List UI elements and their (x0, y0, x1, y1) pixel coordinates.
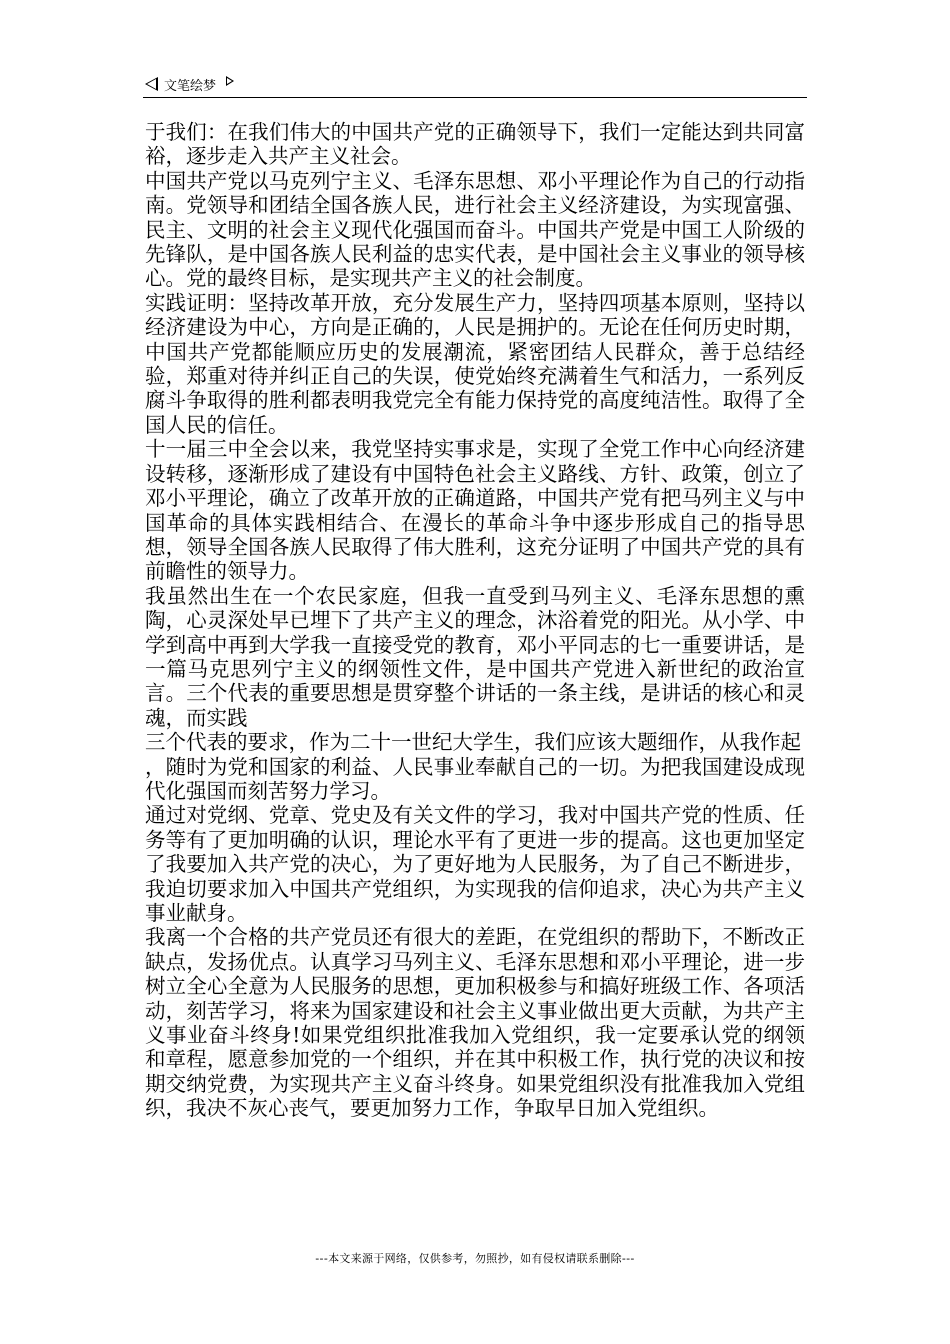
header-rule (143, 97, 807, 98)
paragraph: 十一届三中全会以来，我党坚持实事求是，实现了全党工作中心向经济建设转移，逐渐形成了建设有中国特色社会主义路线、方针、政策，创立了邓小平理论，确立了改革开放的正确道路，中国共产党有把马列主义与中国革命的具体实践相结合、在漫长的革命斗争中逐步形成自己的指导思想，领导全国各族人民取得了伟大胜利，这充分证明了中国共产党的具有前瞻性的领导力。 (145, 437, 805, 584)
footer-note: ---本文来源于网络，仅供参考，勿照抄，如有侵权请联系删除--- (315, 1252, 635, 1265)
paragraph: 于我们：在我们伟大的中国共产党的正确领导下，我们一定能达到共同富裕，逐步走入共产主义社会。 (145, 120, 805, 169)
paragraph: 三个代表的要求，作为二十一世纪大学生，我们应该大题细作，从我作起 (145, 730, 801, 755)
paragraph: ，随时为党和国家的利益、人民事业奉献自己的一切。为把我国建设成现代化强国而刻苦努力学习。 (145, 754, 805, 803)
paragraph: 通过对党纲、党章、党史及有关文件的学习，我对中国共产党的性质、任务等有了更加明确的认识，理论水平有了更进一步的提高。这也更加坚定了我要加入共产党的决心，为了更好地为人民服务，为了自己不断进步，我迫切要求加入中国共产党组织，为实现我的信仰追求，决心为共产主义事业献身。 (145, 803, 805, 925)
header-brand: 文笔绘梦 (164, 78, 217, 94)
page-header (145, 72, 807, 96)
paragraph: 我虽然出生在一个农民家庭，但我一直受到马列主义、毛泽东思想的熏陶，心灵深处早已埋下了共产主义的理念，沐浴着党的阳光。从小学、中学到高中再到大学我一直接受党的教育，邓小平同志的七一重要讲话，是一篇马克思列宁主义的纲领性文件，是中国共产党进入新世纪的政治宣言。三个代表的重要思想是贯穿整个讲话的一条主线，是讲话的核心和灵魂，而实践 (145, 583, 805, 730)
paragraph: 中国共产党以马克列宁主义、毛泽东思想、邓小平理论作为自己的行动指南。党领导和团结全国各族人民，进行社会主义经济建设，为实现富强、民主、文明的社会主义现代化强国而奋斗。中国共产党是中国工人阶级的先锋队，是中国各族人民利益的忠实代表，是中国社会主义事业的领导核心。党的最终目标，是实现共产主义的社会制度。 (145, 168, 805, 291)
document-body (145, 120, 805, 1121)
paragraph: 实践证明：坚持改革开放，充分发展生产力，坚持四项基本原则，坚持以经济建设为中心，方向是正确的，人民是拥护的。无论在任何历史时期，中国共产党都能顺应历史的发展潮流，紧密团结人民群众，善于总结经验，郑重对待并纠正自己的失误，使党始终充满着生气和活力，一系列反腐斗争取得的胜利都表明我党完全有能力保持党的高度纯洁性。取得了全国人民的信任。 (145, 290, 805, 437)
triangle-left-icon (145, 77, 158, 91)
triangle-right-icon (226, 76, 234, 86)
paragraph: 我离一个合格的共产党员还有很大的差距，在党组织的帮助下，不断改正缺点，发扬优点。认真学习马列主义、毛泽东思想和邓小平理论，进一步树立全心全意为人民服务的思想，更加积极参与和搞好班级工作、各项活动，刻苦学习，将来为国家建设和社会主义事业做出更大贡献，为共产主义事业奋斗终身!如果党组织批准我加入党组织，我一定要承认党的纲领和章程，愿意参加党的一个组织，并在其中积极工作，执行党的决议和按期交纳党费，为实现共产主义奋斗终身。如果党组织没有批准我加入党组织，我决不灰心丧气，要更加努力工作，争取早日加入党组织。 (145, 925, 805, 1121)
